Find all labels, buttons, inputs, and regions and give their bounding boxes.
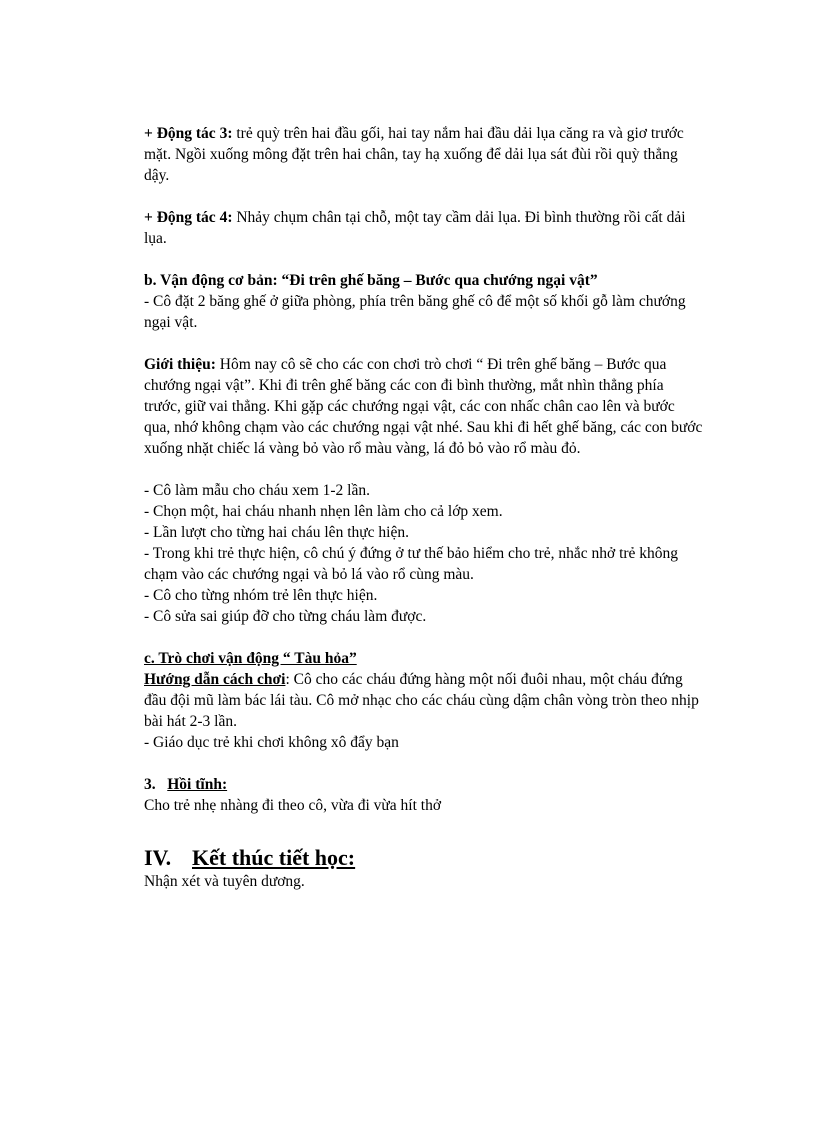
gioi-thieu-label: Giới thiệu:: [144, 356, 216, 373]
heading-hoi-tinh: 3. Hồi tĩnh:: [144, 776, 228, 793]
heading-van-dong-co-ban: b. Vận động cơ bản: “Đi trên ghế băng – Bước qua chướng ngại vật”: [144, 272, 598, 289]
list-item: - Cô sửa sai giúp đỡ cho từng cháu làm được.: [144, 608, 427, 625]
heading-ket-thuc: IV. Kết thúc tiết học:: [144, 845, 356, 870]
gioi-thieu-text: Hôm nay cô sẽ cho các con chơi trò chơi “ Đi trên ghế băng – Bước qua chướng ngại vật”. Khi đi trên ghế băng các con đi bình thường, mắt nhìn thẳng phía trước, giữ vai thẳng. Khi gặp các chướng ngại vật, các con nhấc chân cao lên và bước qua, nhớ không chạm vào các chướng ngại vật nhé. Sau khi đi hết ghế băng, các con bước xuống nhặt chiếc lá vàng bỏ vào rổ màu vàng, lá đỏ bỏ vào rổ màu đỏ.: [144, 356, 703, 457]
huong-dan-text: : Cô cho các cháu đứng hàng một nối đuôi nhau, một cháu đứng đầu đội mũ làm bác lái tàu. Cô mở nhạc cho các cháu cùng dậm chân vòng tròn theo nhịp bài hát 2-3 lần.: [144, 671, 699, 730]
giao-duc-line: - Giáo dục trẻ khi chơi không xô đẩy bạn: [144, 734, 399, 751]
heading-tro-choi: c. Trò chơi vận động “ Tàu hỏa”: [144, 650, 357, 667]
ket-thuc-line: Nhận xét và tuyên dương.: [144, 873, 305, 890]
dong-tac-3-label: + Động tác 3:: [144, 125, 233, 142]
list-item: - Chọn một, hai cháu nhanh nhẹn lên làm cho cả lớp xem.: [144, 503, 503, 520]
dong-tac-4-text: Nhảy chụm chân tại chỗ, một tay cầm dải lụa. Đi bình thường rồi cất dải lụa.: [144, 209, 686, 247]
hoi-tinh-line: Cho trẻ nhẹ nhàng đi theo cô, vừa đi vừa hít thở: [144, 797, 442, 814]
paragraph-gioi-thieu: [144, 354, 704, 459]
paragraph-dong-tac-4: [144, 207, 704, 249]
list-item: - Cô cho từng nhóm trẻ lên thực hiện.: [144, 587, 378, 604]
list-item: - Cô làm mẫu cho cháu xem 1-2 lần.: [144, 482, 370, 499]
document-content: [144, 123, 704, 892]
huong-dan-label: Hướng dẫn cách chơi: [144, 671, 286, 688]
paragraph-huong-dan: [144, 669, 704, 732]
list-item: - Trong khi trẻ thực hiện, cô chú ý đứng ở tư thế bảo hiểm cho trẻ, nhắc nhở trẻ không chạm vào các chướng ngại và bỏ lá vào rổ cùng màu.: [144, 545, 679, 583]
list-item: - Lần lượt cho từng hai cháu lên thực hiện.: [144, 524, 409, 541]
paragraph-dong-tac-3: [144, 123, 704, 186]
setup-line: - Cô đặt 2 băng ghế ở giữa phòng, phía trên băng ghế cô để một số khối gỗ làm chướng ngại vật.: [144, 293, 686, 331]
steps-list: [144, 480, 704, 627]
dong-tac-4-label: + Động tác 4:: [144, 209, 233, 226]
dong-tac-3-text: trẻ quỳ trên hai đầu gối, hai tay nắm hai đầu dải lụa căng ra và giơ trước mặt. Ngồi xuống mông đặt trên hai chân, tay hạ xuống để dải lụa sát đùi rồi quỳ thẳng dậy.: [144, 125, 684, 184]
